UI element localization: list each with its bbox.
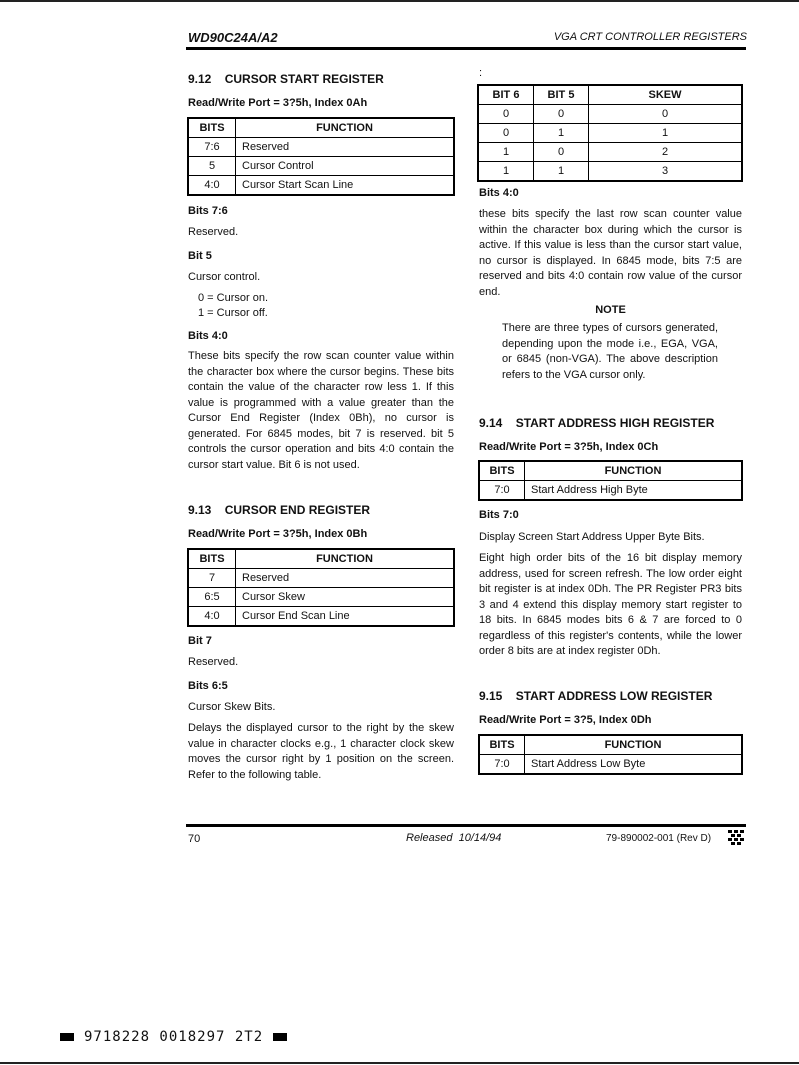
table-row bbox=[188, 588, 454, 607]
bit-7-text: Reserved. bbox=[188, 656, 239, 668]
bits-6-5-description: Delays the displayed cursor to the right by the skew value in character clocks e.g., 1 character clock skew moves the cursor right by 1 position on the screen. Refer to the following table. bbox=[188, 722, 454, 781]
table-cell: 1 bbox=[589, 124, 743, 143]
cursor-start-table bbox=[187, 117, 455, 196]
section-9-12-port: Read/Write Port = 3?5h, Index 0Ah bbox=[188, 97, 368, 109]
bits-4-0-end-text: these bits specify the last row scan counter value within the character box during which the cursor is active. If this value is less than the cursor start value, no cursor is displayed. In 6845 mode, bits 7:5 are reserved and bits 4:0 contain row value of the cursor end. bbox=[479, 208, 742, 298]
table-row bbox=[188, 176, 454, 196]
table-cell-bits: 7 bbox=[188, 569, 236, 588]
page-top-edge bbox=[0, 0, 799, 2]
header-section-title: VGA CRT CONTROLLER REGISTERS bbox=[553, 31, 747, 43]
table-row bbox=[188, 607, 454, 627]
table-cell: 0 bbox=[478, 124, 534, 143]
table-header-function: FUNCTION bbox=[525, 735, 743, 755]
bit-5-option-0: 0 = Cursor on. bbox=[198, 292, 269, 304]
table-row bbox=[479, 755, 742, 775]
table-cell-function: Start Address Low Byte bbox=[525, 755, 743, 775]
barcode-line bbox=[60, 1029, 287, 1045]
cursor-end-table bbox=[187, 548, 455, 627]
table-cell: 0 bbox=[534, 143, 589, 162]
table-row bbox=[478, 162, 742, 182]
table-header-bit6: BIT 6 bbox=[478, 85, 534, 105]
bits-4-0-text: These bits specify the row scan counter value within the character box where the cursor begins. These bits contain the value of the character row less 1. If this value is programmed with a value greater than the Cursor End Register (Index 0Bh), no cursor is generated. For 6845 modes, bit 7 is reserved. bit 5 controls the cursor operation and bits 4:0 contain the cursor start value. Bit 6 is not used. bbox=[188, 350, 454, 471]
table-cell-bits: 6:5 bbox=[188, 588, 236, 607]
table-cell: 2 bbox=[589, 143, 743, 162]
table-cell: 3 bbox=[589, 162, 743, 182]
table-header-function: FUNCTION bbox=[525, 461, 743, 481]
table-row bbox=[188, 138, 454, 157]
bits-7-0-description: Eight high order bits of the 16 bit display memory address, used for screen refresh. The low order eight bit register is at index 0Dh. The PR Register PR3 bits 3 and 4 extend this display memory start register to 18 bits. In 6845 modes bits 6 & 7 are forced to 0 regardless of this register's contents, while the lower order 8 bits are at index register 0Dh. bbox=[479, 552, 742, 657]
table-cell: 0 bbox=[534, 105, 589, 124]
table-header-function: FUNCTION bbox=[236, 549, 455, 569]
footer-rule bbox=[186, 824, 746, 827]
table-cell: 1 bbox=[478, 143, 534, 162]
wd-logo-icon bbox=[727, 829, 745, 852]
table-cell-function: Start Address High Byte bbox=[525, 481, 743, 501]
page-number: 70 bbox=[188, 833, 201, 845]
section-9-14-port: Read/Write Port = 3?5h, Index 0Ch bbox=[479, 441, 659, 453]
table-cell-bits: 5 bbox=[188, 157, 236, 176]
bit-5-option-1: 1 = Cursor off. bbox=[198, 307, 268, 319]
table-cell-bits: 7:6 bbox=[188, 138, 236, 157]
continuation-colon: : bbox=[479, 67, 483, 79]
barcode-block-right bbox=[273, 1033, 287, 1041]
table-cell-bits: 7:0 bbox=[479, 755, 525, 775]
table-cell-function: Cursor Start Scan Line bbox=[236, 176, 455, 196]
bits-4-0-label: Bits 4:0 bbox=[188, 330, 228, 342]
section-9-13-title: 9.13 CURSOR END REGISTER bbox=[188, 503, 371, 517]
table-cell-function: Cursor Control bbox=[236, 157, 455, 176]
page-bottom-edge bbox=[0, 1062, 799, 1064]
table-header-function: FUNCTION bbox=[236, 118, 455, 138]
table-cell-function: Reserved bbox=[236, 569, 455, 588]
note-title: NOTE bbox=[595, 304, 626, 316]
table-row bbox=[478, 105, 742, 124]
table-header-bits: BITS bbox=[188, 549, 236, 569]
bits-7-6-label: Bits 7:6 bbox=[188, 205, 228, 217]
bit-5-text: Cursor control. bbox=[188, 271, 261, 283]
table-header-skew: SKEW bbox=[589, 85, 743, 105]
bits-7-6-text: Reserved. bbox=[188, 226, 239, 238]
table-row bbox=[479, 481, 742, 501]
table-header-bits: BITS bbox=[188, 118, 236, 138]
table-row bbox=[478, 124, 742, 143]
table-header-bit5: BIT 5 bbox=[534, 85, 589, 105]
table-row bbox=[188, 157, 454, 176]
section-9-12-title: 9.12 CURSOR START REGISTER bbox=[188, 72, 384, 86]
table-cell-bits: 4:0 bbox=[188, 607, 236, 627]
header-rule bbox=[186, 47, 746, 50]
section-9-14-title: 9.14 START ADDRESS HIGH REGISTER bbox=[479, 416, 715, 430]
table-row bbox=[188, 569, 454, 588]
table-cell-bits: 4:0 bbox=[188, 176, 236, 196]
bit-7-label: Bit 7 bbox=[188, 635, 212, 647]
start-address-low-table bbox=[478, 734, 743, 775]
table-cell-function: Reserved bbox=[236, 138, 455, 157]
barcode-text: 9718228 0018297 2T2 bbox=[84, 1029, 264, 1045]
bits-7-0-label: Bits 7:0 bbox=[479, 509, 519, 521]
table-cell-bits: 7:0 bbox=[479, 481, 525, 501]
table-cell: 0 bbox=[478, 105, 534, 124]
document-number: 79-890002-001 (Rev D) bbox=[606, 833, 712, 844]
section-9-15-title: 9.15 START ADDRESS LOW REGISTER bbox=[479, 689, 713, 703]
section-9-15-port: Read/Write Port = 3?5, Index 0Dh bbox=[479, 714, 652, 726]
table-row bbox=[478, 143, 742, 162]
table-cell-function: Cursor End Scan Line bbox=[236, 607, 455, 627]
header-part-number: WD90C24A/A2 bbox=[188, 30, 278, 45]
section-9-13-port: Read/Write Port = 3?5h, Index 0Bh bbox=[188, 528, 368, 540]
bits-4-0-end-label: Bits 4:0 bbox=[479, 187, 519, 199]
note-text: There are three types of cursors generated, depending upon the mode i.e., EGA, VGA, or 6845 (non-VGA). The above description refers to the VGA cursor only. bbox=[502, 322, 718, 381]
bit-5-label: Bit 5 bbox=[188, 250, 212, 262]
table-header-bits: BITS bbox=[479, 461, 525, 481]
bits-6-5-label: Bits 6:5 bbox=[188, 680, 228, 692]
skew-table bbox=[477, 84, 743, 182]
bits-6-5-text: Cursor Skew Bits. bbox=[188, 701, 276, 713]
bits-7-0-text: Display Screen Start Address Upper Byte Bits. bbox=[479, 531, 705, 543]
table-cell: 1 bbox=[534, 162, 589, 182]
start-address-high-table bbox=[478, 460, 743, 501]
table-header-bits: BITS bbox=[479, 735, 525, 755]
table-cell-function: Cursor Skew bbox=[236, 588, 455, 607]
table-cell: 0 bbox=[589, 105, 743, 124]
release-date: Released 10/14/94 bbox=[406, 832, 502, 844]
table-cell: 1 bbox=[534, 124, 589, 143]
barcode-block-left bbox=[60, 1033, 74, 1041]
table-cell: 1 bbox=[478, 162, 534, 182]
